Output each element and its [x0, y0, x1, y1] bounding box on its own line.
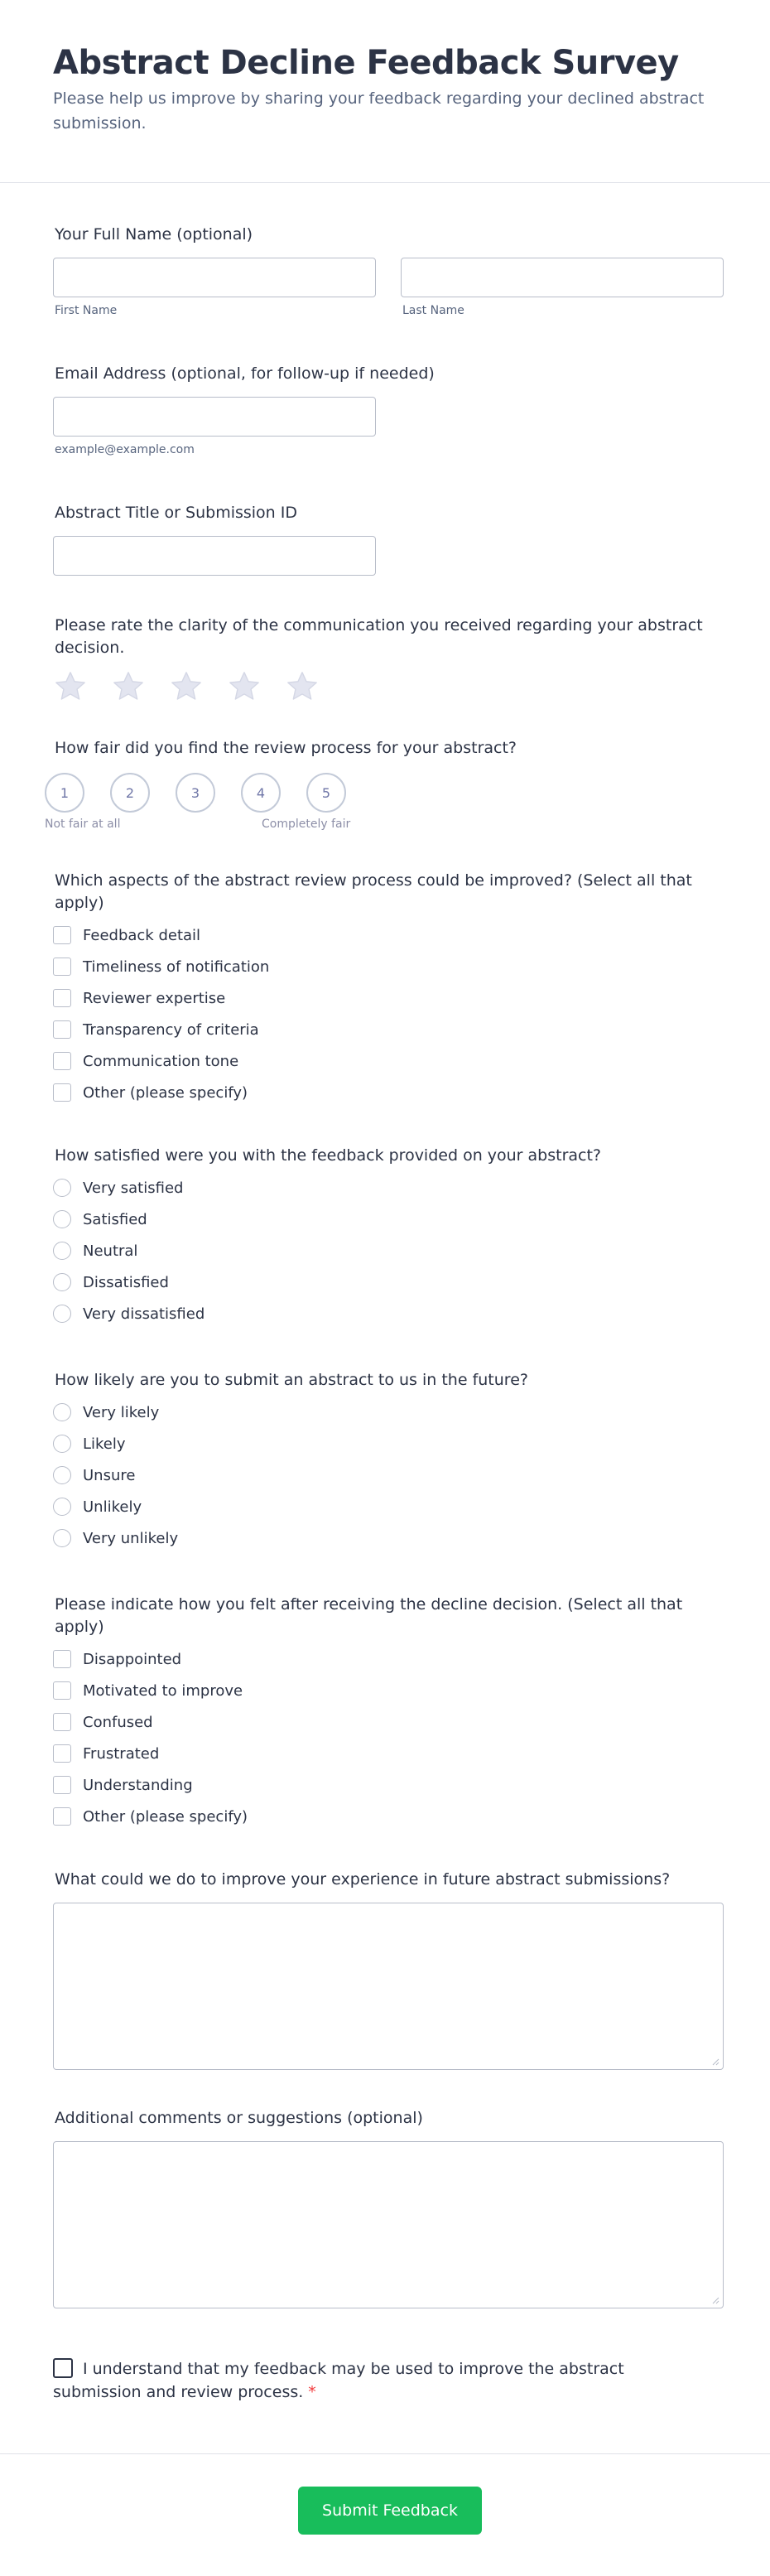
star-icon[interactable] [53, 669, 88, 704]
option-label: Reviewer expertise [83, 989, 226, 1007]
radio-button[interactable] [53, 1210, 71, 1228]
scale-option-1[interactable]: 1 [45, 773, 84, 813]
satisfaction-question [53, 1145, 724, 1329]
radio-button[interactable] [53, 1435, 71, 1453]
feelings-question [53, 1594, 724, 1832]
scale-option-5[interactable]: 5 [306, 773, 346, 813]
checkbox-option[interactable] [53, 1014, 724, 1045]
option-label: Frustrated [83, 1744, 160, 1763]
radio-option[interactable] [53, 1397, 724, 1428]
radio-option[interactable] [53, 1428, 724, 1459]
star-rating [53, 669, 724, 704]
scale-option-2[interactable]: 2 [110, 773, 150, 813]
improve-aspects-question [53, 870, 724, 1108]
likelihood-options [53, 1397, 724, 1554]
clarity-rating-question [53, 615, 724, 704]
email-sublabel: example@example.com [55, 443, 195, 456]
radio-button[interactable] [53, 1305, 71, 1323]
option-label: Unlikely [83, 1498, 142, 1516]
checkbox-option[interactable] [53, 1738, 724, 1769]
option-label: Disappointed [83, 1650, 182, 1668]
feelings-label: Please indicate how you felt after receiving the decline decision. (Select all that apply) [55, 1595, 683, 1636]
likelihood-label: How likely are you to submit an abstract to us in the future? [55, 1371, 528, 1389]
radio-option[interactable] [53, 1522, 724, 1554]
scale-high-label: Completely fair [262, 818, 351, 831]
page-title: Abstract Decline Feedback Survey [53, 44, 679, 82]
last-name-sublabel: Last Name [402, 304, 464, 317]
option-label: Timeliness of notification [83, 958, 270, 976]
star-icon[interactable] [169, 669, 204, 704]
resize-handle-icon[interactable] [711, 2057, 719, 2066]
checkbox-option[interactable] [53, 1706, 724, 1738]
option-label: Likely [83, 1435, 126, 1453]
abstract-title-question [53, 502, 724, 576]
checkbox[interactable] [53, 1744, 71, 1763]
email-label: Email Address (optional, for follow-up if needed) [55, 364, 435, 383]
improve-experience-question [53, 1869, 724, 2070]
checkbox-option[interactable] [53, 1801, 724, 1832]
option-label: Very likely [83, 1403, 160, 1421]
checkbox-option[interactable] [53, 919, 724, 951]
radio-button[interactable] [53, 1529, 71, 1547]
form-header [0, 0, 770, 183]
consent-label: I understand that my feedback may be used to improve the abstract submission and review process. [53, 2360, 624, 2401]
consent-question [53, 2357, 724, 2404]
first-name-sublabel: First Name [55, 304, 118, 317]
radio-option[interactable] [53, 1204, 724, 1235]
resize-handle-icon[interactable] [711, 2296, 719, 2304]
option-label: Unsure [83, 1466, 136, 1484]
page-subtitle: Please help us improve by sharing your feedback regarding your declined abstract submission. [53, 89, 705, 133]
fairness-label: How fair did you find the review process for your abstract? [55, 739, 517, 757]
option-label: Very unlikely [83, 1529, 179, 1547]
full-name-question [53, 224, 724, 317]
abstract-title-label: Abstract Title or Submission ID [55, 504, 297, 522]
checkbox[interactable] [53, 926, 71, 944]
star-icon[interactable] [227, 669, 262, 704]
radio-button[interactable] [53, 1273, 71, 1291]
additional-comments-textarea[interactable] [53, 2141, 724, 2308]
checkbox[interactable] [53, 1083, 71, 1102]
scale-low-label: Not fair at all [45, 818, 121, 831]
satisfaction-options [53, 1172, 724, 1329]
checkbox-option[interactable] [53, 982, 724, 1014]
option-label: Other (please specify) [83, 1083, 248, 1102]
radio-option[interactable] [53, 1172, 724, 1204]
radio-option[interactable] [53, 1266, 724, 1298]
email-input[interactable] [53, 397, 376, 437]
option-label: Feedback detail [83, 926, 201, 944]
scale-labels [45, 818, 724, 834]
radio-button[interactable] [53, 1466, 71, 1484]
footer-divider [0, 2453, 770, 2454]
checkbox-option[interactable] [53, 1769, 724, 1801]
submit-button[interactable]: Submit Feedback [298, 2487, 482, 2535]
abstract-title-input[interactable] [53, 536, 376, 576]
radio-button[interactable] [53, 1403, 71, 1421]
checkbox-option[interactable] [53, 951, 724, 982]
checkbox[interactable] [53, 1650, 71, 1668]
star-icon[interactable] [285, 669, 320, 704]
likelihood-question [53, 1369, 724, 1554]
option-label: Confused [83, 1713, 153, 1731]
feelings-options [53, 1643, 724, 1832]
checkbox-option[interactable] [53, 1077, 724, 1108]
radio-button[interactable] [53, 1179, 71, 1197]
checkbox[interactable] [53, 1807, 71, 1826]
improve-experience-label: What could we do to improve your experience in future abstract submissions? [55, 1870, 671, 1889]
scale-option-4[interactable]: 4 [241, 773, 281, 813]
checkbox-option[interactable] [53, 1675, 724, 1706]
improve-aspects-label: Which aspects of the abstract review process could be improved? (Select all that apply) [55, 871, 692, 912]
option-label: Understanding [83, 1776, 193, 1794]
checkbox-option[interactable] [53, 1045, 724, 1077]
checkbox[interactable] [53, 1776, 71, 1794]
option-label: Dissatisfied [83, 1273, 169, 1291]
consent-checkbox[interactable] [53, 2358, 73, 2378]
satisfaction-label: How satisfied were you with the feedback provided on your abstract? [55, 1146, 602, 1165]
clarity-rating-label: Please rate the clarity of the communication you received regarding your abstract decision. [55, 616, 703, 657]
improve-experience-textarea[interactable] [53, 1903, 724, 2070]
option-label: Motivated to improve [83, 1681, 243, 1700]
option-label: Very satisfied [83, 1179, 184, 1197]
checkbox[interactable] [53, 1052, 71, 1070]
checkbox-option[interactable] [53, 1643, 724, 1675]
fairness-scale [45, 773, 724, 813]
checkbox[interactable] [53, 958, 71, 976]
option-label: Communication tone [83, 1052, 239, 1070]
option-label: Very dissatisfied [83, 1305, 205, 1323]
star-icon[interactable] [111, 669, 146, 704]
option-label: Neutral [83, 1242, 138, 1260]
full-name-label: Your Full Name (optional) [55, 225, 253, 244]
radio-button[interactable] [53, 1242, 71, 1260]
email-question [53, 363, 724, 456]
radio-button[interactable] [53, 1498, 71, 1516]
first-name-input[interactable] [53, 258, 376, 297]
improve-aspects-options [53, 919, 724, 1108]
checkbox[interactable] [53, 1713, 71, 1731]
checkbox[interactable] [53, 1020, 71, 1039]
additional-comments-label: Additional comments or suggestions (optional) [55, 2109, 423, 2127]
option-label: Satisfied [83, 1210, 147, 1228]
required-mark: * [308, 2383, 316, 2401]
fairness-question [45, 737, 724, 834]
option-label: Other (please specify) [83, 1807, 248, 1826]
option-label: Transparency of criteria [83, 1020, 259, 1039]
radio-option[interactable] [53, 1235, 724, 1266]
checkbox[interactable] [53, 989, 71, 1007]
radio-option[interactable] [53, 1491, 724, 1522]
last-name-input[interactable] [401, 258, 724, 297]
scale-option-3[interactable]: 3 [176, 773, 215, 813]
radio-option[interactable] [53, 1459, 724, 1491]
additional-comments-question [53, 2107, 724, 2308]
radio-option[interactable] [53, 1298, 724, 1329]
checkbox[interactable] [53, 1681, 71, 1700]
